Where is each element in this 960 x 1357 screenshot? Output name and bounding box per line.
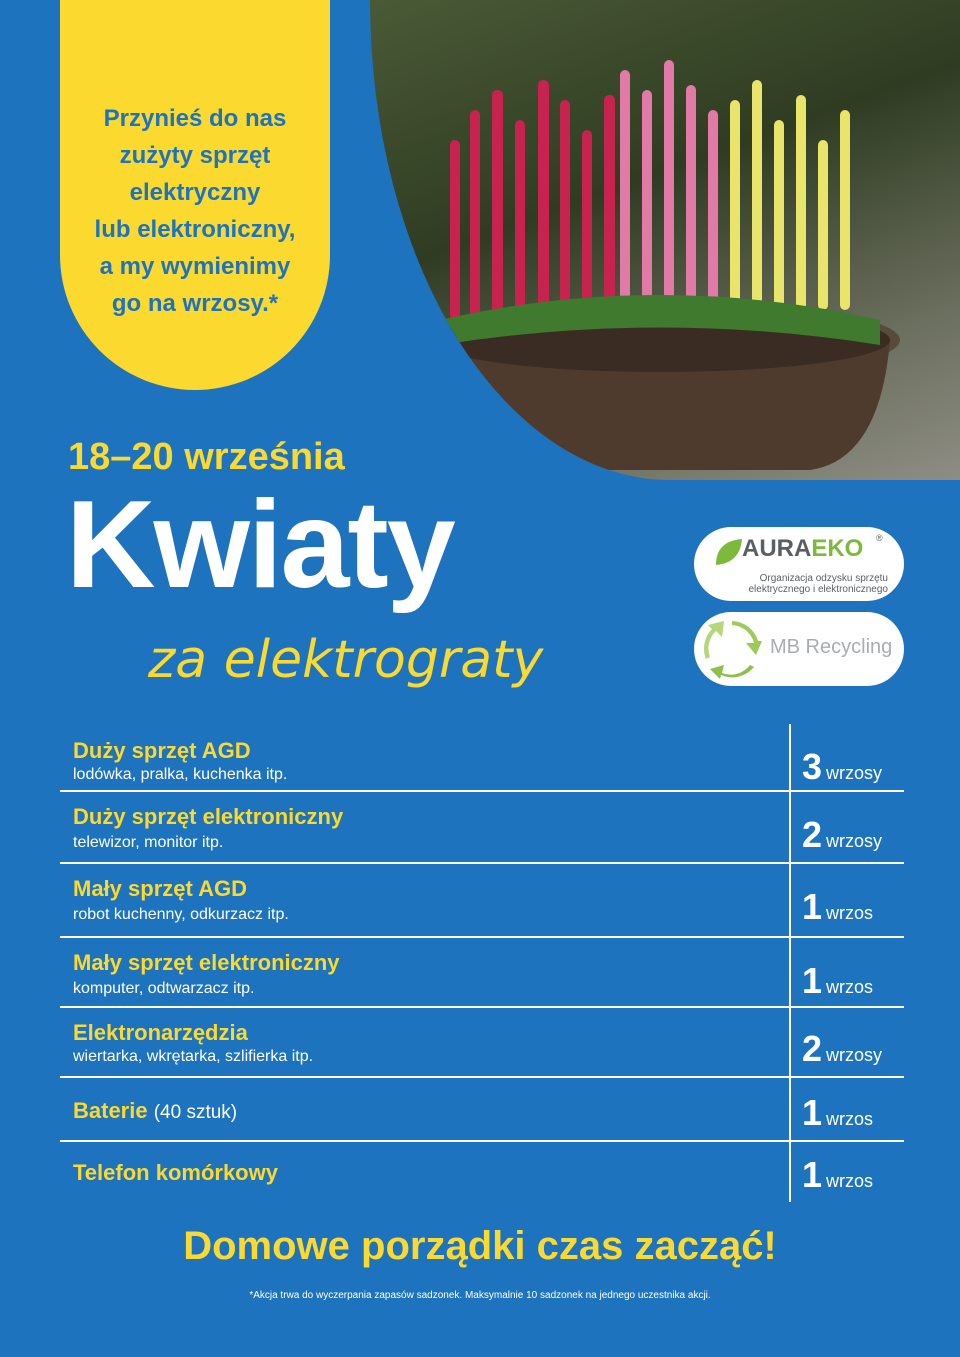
intro-text	[70, 100, 320, 322]
intro-line: elektryczny	[129, 179, 261, 206]
intro-line: a my wymienimy	[99, 253, 291, 280]
event-dates: 18–20 września	[68, 436, 345, 478]
item-subtitle: wiertarka, wkrętarka, szlifierka itp.	[73, 1048, 314, 1065]
item-amount-number: 1	[802, 886, 823, 927]
item-subtitle: robot kuchenny, odkurzacz itp.	[73, 906, 289, 923]
item-amount-unit: wrzosy	[826, 1045, 883, 1065]
intro-bubble	[60, 0, 330, 390]
row-divider	[60, 790, 904, 792]
item-title	[73, 804, 343, 830]
auraeko-logo	[694, 527, 904, 601]
footnote: *Akcja trwa do wyczerpania zapasów sadzonek. Maksymalnie 10 sadzonek na jednego uczestnika akcji.	[249, 1290, 711, 1301]
row-divider	[60, 1076, 904, 1078]
item-amount-number: 1	[802, 1092, 823, 1133]
auraeko-subtitle-line: Organizacja odzysku sprzętu	[759, 573, 888, 584]
item-amount-number: 1	[802, 1154, 823, 1195]
row-divider	[60, 936, 904, 938]
item-title-text: Mały sprzęt AGD	[73, 876, 248, 901]
mb-recycling-logo	[694, 612, 904, 686]
item-title	[73, 1098, 237, 1124]
item-amount	[802, 960, 873, 1002]
heather-illustration	[370, 0, 960, 480]
recycle-icon	[702, 619, 762, 679]
item-title-text: Duży sprzęt elektroniczny	[73, 804, 344, 829]
subline: za elektrograty	[148, 630, 544, 690]
item-title-text: Mały sprzęt elektroniczny	[73, 950, 340, 975]
item-title	[73, 1020, 248, 1046]
item-title-text: Duży sprzęt AGD	[73, 738, 251, 763]
headline: Kwiaty	[66, 476, 454, 614]
heather-photo	[370, 0, 960, 480]
item-amount	[802, 1028, 882, 1070]
mb-recycling-name: MB Recycling	[770, 636, 893, 658]
item-amount-number: 1	[802, 960, 823, 1001]
item-amount	[802, 814, 882, 856]
item-title-text: Telefon komórkowy	[73, 1160, 278, 1185]
auraeko-subtitle-line: elektrycznego i elektronicznego	[748, 584, 888, 595]
item-amount-number: 3	[802, 746, 823, 787]
item-title	[73, 950, 340, 976]
item-title-extra: (40 sztuk)	[153, 1102, 238, 1123]
item-amount-number: 2	[802, 814, 823, 855]
intro-line: zużyty sprzęt	[119, 142, 271, 169]
row-divider	[60, 862, 904, 864]
item-subtitle: telewizor, monitor itp.	[73, 834, 224, 851]
auraeko-name-main: AURA	[742, 535, 812, 562]
leaf-icon	[712, 535, 746, 569]
item-amount-unit: wrzos	[826, 977, 874, 997]
intro-line: lub elektroniczny,	[94, 216, 296, 243]
item-amount-unit: wrzos	[826, 1109, 874, 1129]
item-subtitle: lodówka, pralka, kuchenka itp.	[73, 766, 288, 783]
item-amount	[802, 1092, 873, 1134]
item-title	[73, 876, 247, 902]
item-title	[73, 1160, 278, 1186]
item-amount-unit: wrzos	[826, 903, 874, 923]
row-divider	[60, 1140, 904, 1142]
item-amount	[802, 1154, 873, 1196]
slogan: Domowe porządki czas zacząć!	[183, 1224, 777, 1268]
item-title-text: Elektronarzędzia	[73, 1020, 248, 1045]
auraeko-name-accent: EKO	[811, 535, 864, 562]
intro-line: go na wrzosy.*	[111, 290, 279, 317]
row-divider	[60, 1006, 904, 1008]
auraeko-subtitle	[738, 573, 888, 595]
item-amount	[802, 746, 882, 788]
item-amount-number: 2	[802, 1028, 823, 1069]
item-title	[73, 738, 251, 764]
auraeko-name	[742, 535, 863, 563]
table-divider	[789, 724, 791, 1202]
item-amount-unit: wrzosy	[826, 831, 883, 851]
item-title-text: Baterie	[73, 1098, 148, 1123]
item-amount-unit: wrzos	[826, 1171, 874, 1191]
item-amount-unit: wrzosy	[826, 763, 883, 783]
item-subtitle: komputer, odtwarzacz itp.	[73, 980, 255, 997]
intro-line: Przynieś do nas	[103, 105, 287, 132]
item-amount	[802, 886, 873, 928]
registered-mark: ®	[876, 533, 883, 543]
